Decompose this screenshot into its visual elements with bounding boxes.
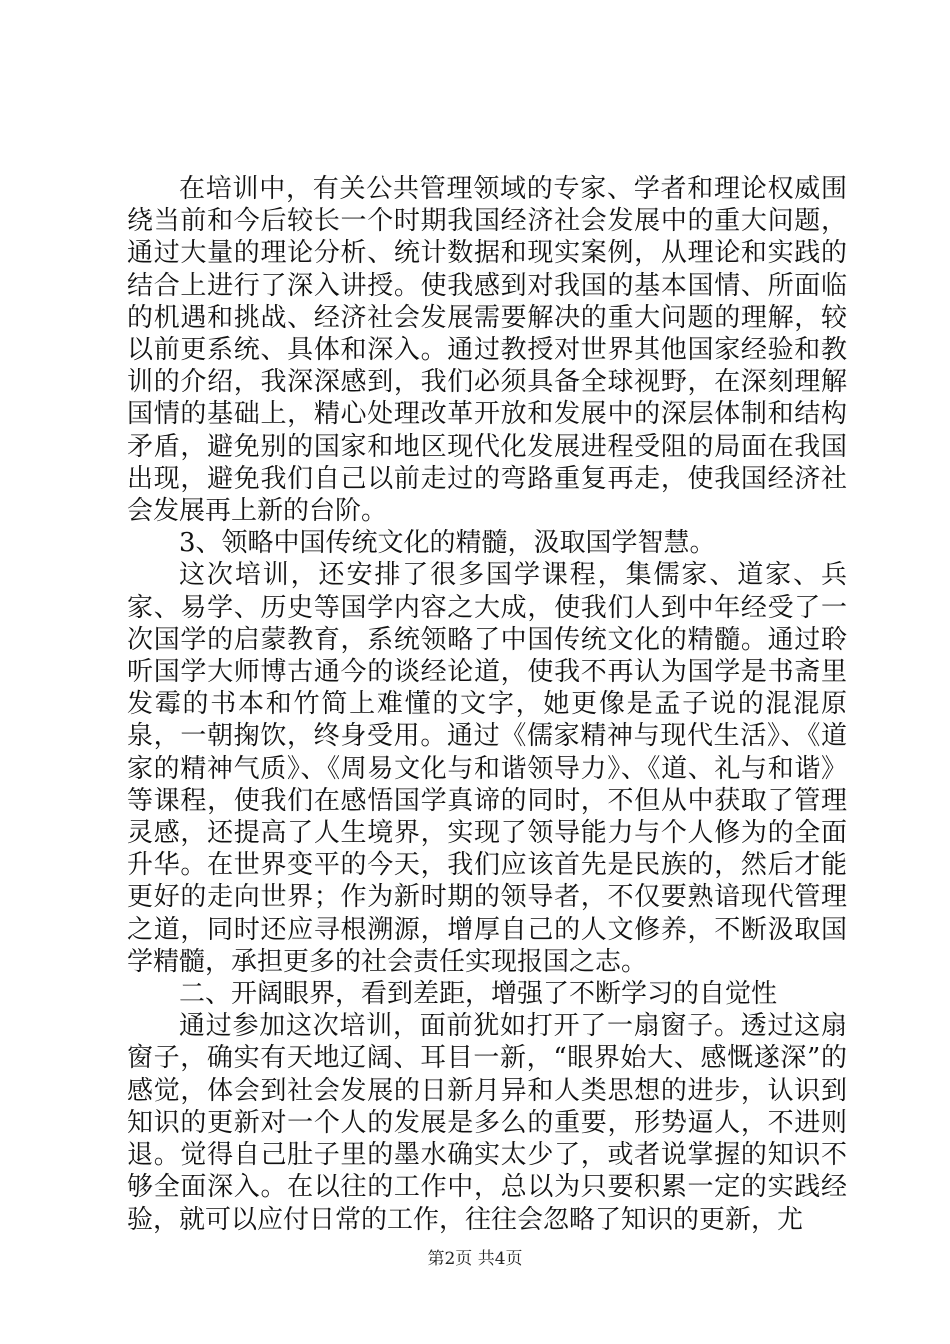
document-body	[127, 173, 847, 1236]
paragraph-training-window: 通过参加这次培训，面前犹如打开了一扇窗子。透过这扇窗子，确实有天地辽阔、耳目一新，“眼界始大、感慨遂深”的感觉，体会到社会发展的日新月异和人类思想的进步，认识到知识的更新对一个人的发展是多么的重要，形势逼人，不进则退。觉得自己肚子里的墨水确实太少了，或者说掌握的知识不够全面深入。在以往的工作中，总以为只要积累一定的实践经验，就可以应付日常的工作，往往会忽略了知识的更新，尤	[127, 1011, 847, 1235]
paragraph-public-management: 在培训中，有关公共管理领域的专家、学者和理论权威围绕当前和今后较长一个时期我国经济社会发展中的重大问题，通过大量的理论分析、统计数据和现实案例，从理论和实践的结合上进行了深入讲授。使我感到对我国的基本国情、所面临的机遇和挑战、经济社会发展需要解决的重大问题的理解，较以前更系统、具体和深入。通过教授对世界其他国家经验和教训的介绍，我深深感到，我们必须具备全球视野，在深刻理解国情的基础上，精心处理改革开放和发展中的深层体制和结构矛盾，避免别的国家和地区现代化发展进程受阻的局面在我国出现，避免我们自己以前走过的弯路重复再走，使我国经济社会发展再上新的台阶。	[127, 174, 847, 527]
heading-traditional-culture: 3、领略中国传统文化的精髓，汲取国学智慧。	[179, 528, 716, 559]
paragraph-guoxue-courses: 这次培训，还安排了很多国学课程，集儒家、道家、兵家、易学、历史等国学内容之大成，使我们人到中年经受了一次国学的启蒙教育，系统领略了中国传统文化的精髓。通过聆听国学大师博古通今的谈经论道，使我不再认为国学是书斋里发霉的书本和竹简上难懂的文字，她更像是孟子说的混混原泉，一朝掬饮，终身受用。通过《儒家精神与现代生活》、《道家的精神气质》、《周易文化与和谐领导力》、《道、礼与和谐》等课程，使我们在感悟国学真谛的同时，不但从中获取了管理灵感，还提高了人生境界，实现了领导能力与个人修为的全面升华。在世界变平的今天，我们应该首先是民族的，然后才能更好的走向世界；作为新时期的领导者，不仅要熟谙现代管理之道，同时还应寻根溯源，增厚自己的人文修养，不断汲取国学精髓，承担更多的社会责任实现报国之志。	[127, 560, 847, 977]
heading-broaden-horizons: 二、开阔眼界，看到差距，增强了不断学习的自觉性	[179, 979, 778, 1010]
page-number-footer: 第2页 共4页	[427, 1249, 523, 1269]
